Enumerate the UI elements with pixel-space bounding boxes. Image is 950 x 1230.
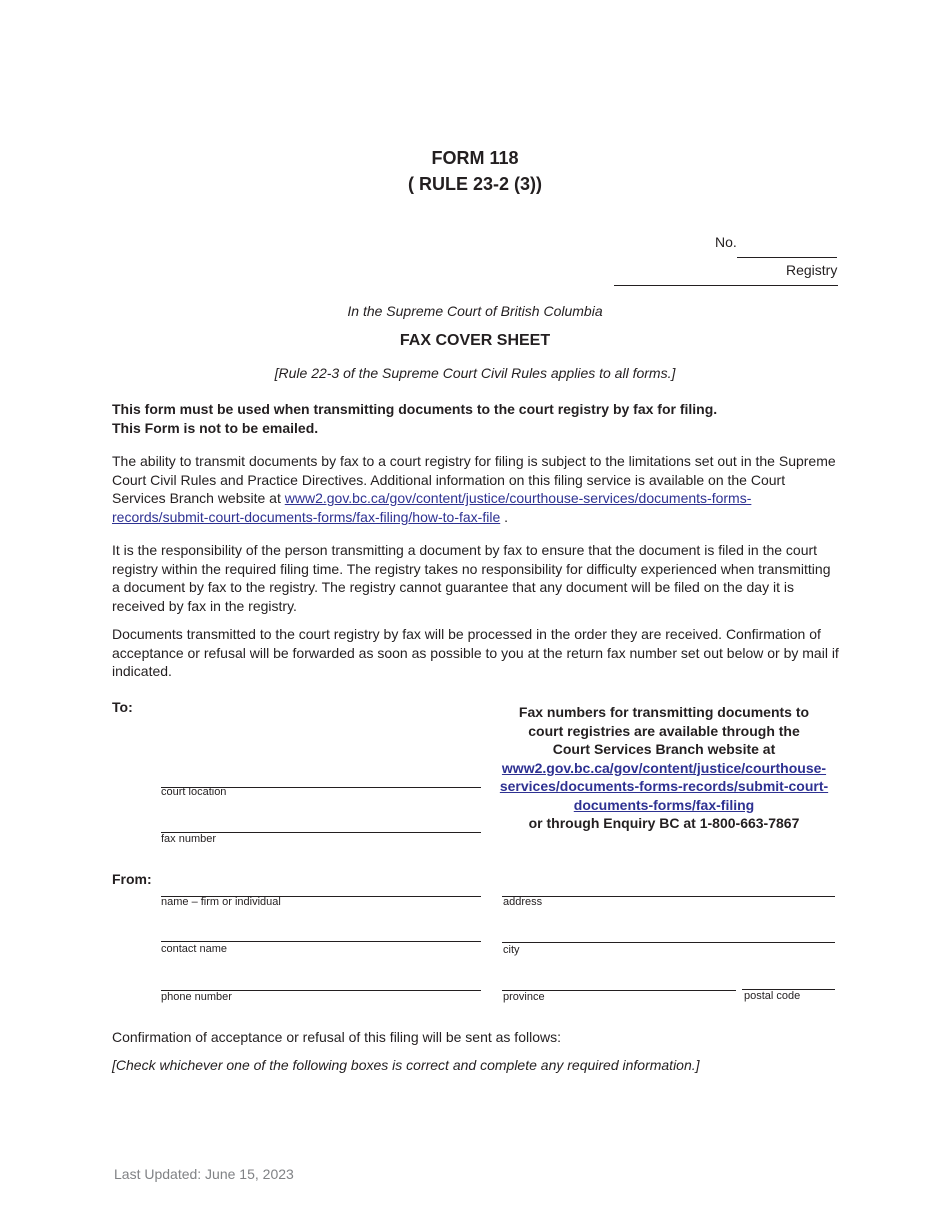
fax-limitations-end: . bbox=[500, 508, 509, 525]
court-location-label: court location bbox=[161, 786, 227, 798]
file-number-field[interactable] bbox=[737, 257, 837, 258]
responsibility-paragraph: It is the responsibility of the person transmitting a document by fax to ensure that the document is filed in the court registry within the required filing time. The registry takes no responsibility for difficulty experienced when transmitting a document by fax to the registry. The registry cannot guarantee that any document will be filed on the day it is received by fax in the registry. bbox=[112, 542, 831, 614]
contact-name-field[interactable] bbox=[161, 941, 481, 942]
rule-reference: ( RULE 23-2 (3)) bbox=[407, 174, 542, 194]
to-label: To: bbox=[112, 699, 133, 715]
fax-filing-link[interactable]: www2.gov.bc.ca/gov/content/justice/courthouse-services/documents-forms-records/submit-court-documents-forms/fax-filing bbox=[499, 759, 829, 813]
province-label: province bbox=[503, 991, 545, 1003]
address-field[interactable] bbox=[502, 896, 835, 897]
name-label: name – firm or individual bbox=[161, 896, 281, 908]
fax-info-line-1: Fax numbers for transmitting documents to bbox=[518, 704, 810, 720]
phone-number-label: phone number bbox=[161, 991, 232, 1003]
fax-limitations-paragraph bbox=[112, 452, 842, 526]
rule-note: [Rule 22-3 of the Supreme Court Civil Rules applies to all forms.] bbox=[274, 365, 676, 381]
confirmation-text: Confirmation of acceptance or refusal of this filing will be sent as follows: bbox=[112, 1029, 561, 1045]
confirmation-instruction: [Check whichever one of the following boxes is correct and complete any required information.] bbox=[112, 1057, 700, 1073]
city-label: city bbox=[503, 944, 520, 956]
instruction-bold-1: This form must be used when transmitting documents to the court registry by fax for filing. bbox=[112, 401, 718, 417]
processing-paragraph: Documents transmitted to the court registry by fax will be processed in the order they are received. Confirmation of acceptance or refusal will be forwarded as soon as possible to you at the return fax number set out below or by mail if indicated. bbox=[112, 626, 839, 679]
fax-numbers-info bbox=[488, 703, 840, 833]
form-number: FORM 118 bbox=[431, 148, 519, 168]
how-to-fax-file-link[interactable]: www2.gov.bc.ca/gov/content/justice/courthouse-services/documents-forms-records/submit-court-documents-forms/fax-filing/how-to-fax-file bbox=[112, 490, 752, 525]
document-title: FAX COVER SHEET bbox=[399, 332, 551, 349]
court-name: In the Supreme Court of British Columbia bbox=[347, 303, 603, 319]
registry-field[interactable] bbox=[614, 285, 838, 286]
city-field[interactable] bbox=[502, 942, 835, 943]
fax-info-line-2: court registries are available through the bbox=[528, 722, 800, 739]
fax-number-label: fax number bbox=[161, 833, 217, 845]
fax-info-line-4: or through Enquiry BC at 1-800-663-7867 bbox=[528, 815, 800, 831]
fax-limitations-text: The ability to transmit documents by fax to a court registry for filing is subject to the limitations set out in the Supreme Court Civil Rules and Practice Directives. Additional information on this filing service is available on the Court Services Branch website at bbox=[112, 453, 836, 506]
instruction-bold-2: This Form is not to be emailed. bbox=[112, 420, 319, 436]
file-number-label: No. bbox=[715, 234, 737, 250]
from-label: From: bbox=[112, 871, 152, 887]
postal-code-label: postal code bbox=[744, 990, 801, 1002]
contact-name-label: contact name bbox=[161, 943, 228, 955]
address-label: address bbox=[503, 896, 543, 908]
fax-info-line-3: Court Services Branch website at bbox=[552, 741, 776, 757]
registry-label: Registry bbox=[786, 262, 838, 278]
last-updated: Last Updated: June 15, 2023 bbox=[114, 1166, 294, 1182]
